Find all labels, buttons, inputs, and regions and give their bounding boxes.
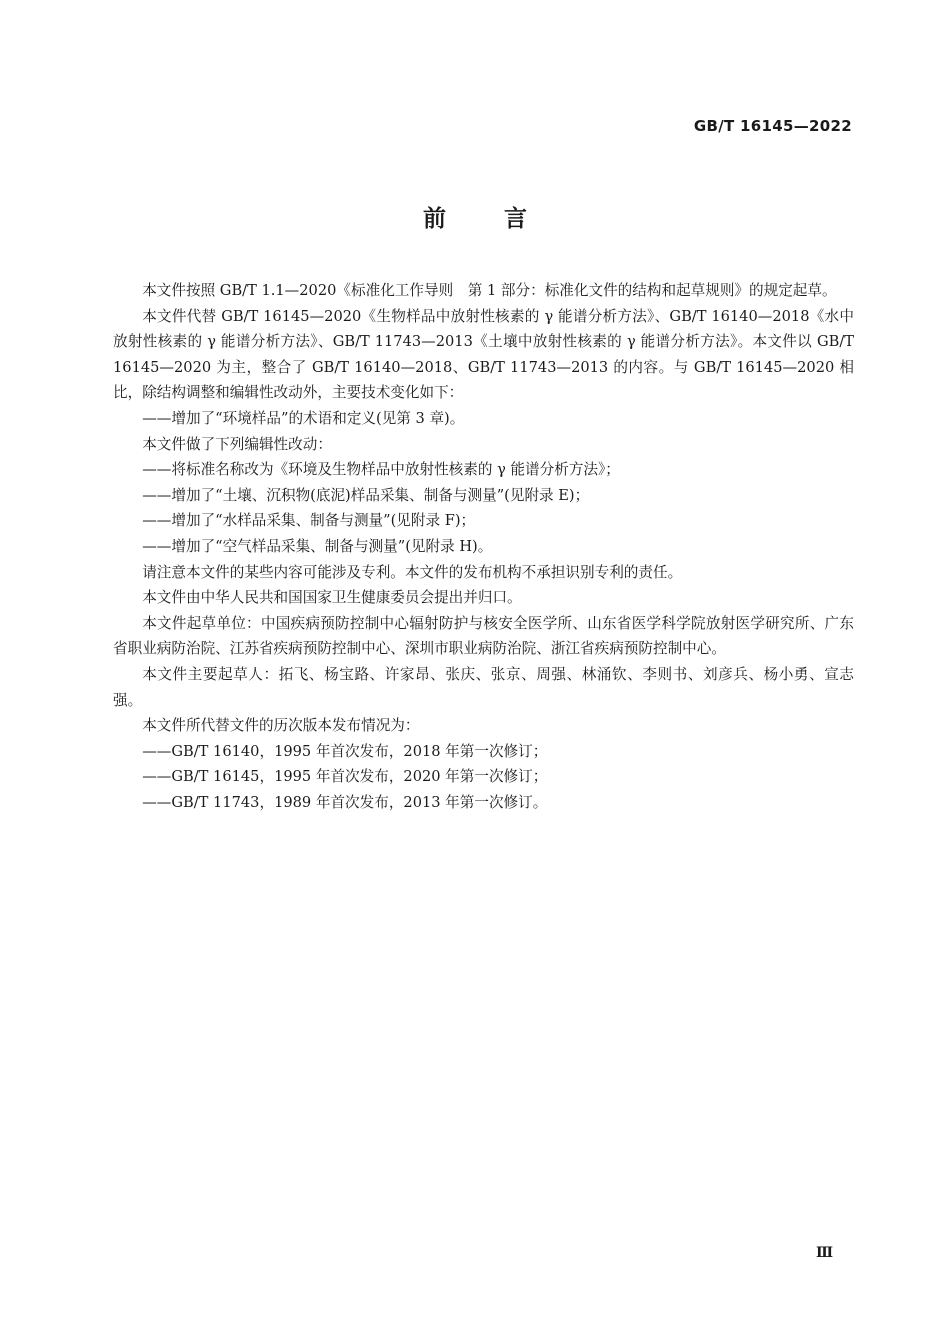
paragraph-history-intro: 本文件所代替文件的历次版本发布情况为：	[142, 717, 420, 735]
paragraph-drafting-units: 本文件起草单位：中国疾病预防控制中心辐射防护与核安全医学所、山东省医学科学院放射医学研究所、广东省职业病防治院、江苏省疾病预防控制中心、深圳市职业病防治院、浙江省疾病预防控制中心。	[113, 614, 854, 658]
list-item-history: ——GB/T 11743，1989 年首次发布，2013 年第一次修订。	[142, 793, 548, 811]
paragraph-patent-notice: 请注意本文件的某些内容可能涉及专利。本文件的发布机构不承担识别专利的责任。	[142, 563, 683, 581]
list-item-editorial: ——增加了“水样品采集、制备与测量”(见附录 F)；	[142, 512, 476, 530]
list-item-history: ——GB/T 16140，1995 年首次发布，2018 年第一次修订；	[142, 742, 548, 760]
list-item-tech-change: ——增加了“环境样品”的术语和定义(见第 3 章)。	[142, 409, 465, 427]
list-item-editorial: ——增加了“空气样品采集、制备与测量”(见附录 H)。	[142, 537, 493, 555]
paragraph-drafting-rules: 本文件按照 GB/T 1.1—2020《标准化工作导则 第 1 部分：标准化文件的结构和起草规则》的规定起草。	[142, 282, 837, 299]
standard-code: GB/T 16145—2022	[693, 117, 852, 135]
page-number: Ⅲ	[815, 1245, 833, 1261]
paragraph-drafters: 本文件主要起草人：拓飞、杨宝路、许家昂、张庆、张京、周强、林涌钦、李则书、刘彦兵、杨小勇、宣志强。	[113, 665, 854, 709]
list-item-editorial: ——将标准名称改为《环境及生物样品中放射性核素的 γ 能谱分析方法》；	[142, 461, 620, 479]
list-item-editorial: ——增加了“土壤、沉积物(底泥)样品采集、制备与测量”(见附录 E)；	[142, 486, 590, 504]
paragraph-proposer: 本文件由中华人民共和国国家卫生健康委员会提出并归口。	[142, 589, 522, 607]
list-item-history: ——GB/T 16145，1995 年首次发布，2020 年第一次修订；	[142, 768, 548, 786]
paragraph-replacement: 本文件代替 GB/T 16145—2020《生物样品中放射性核素的 γ 能谱分析方法》、GB/T 16140—2018《水中放射性核素的 γ 能谱分析方法》、GB/T 11743—2013《土壤中放射性核素的 γ 能谱分析方法》。本文件以 GB/T 16145—2020 为主，整合了 GB/T 16140—2018、GB/T 11743—2013 的内容。与 GB/T 16145—2020 相比，除结构调整和编辑性改动外，主要技术变化如下：	[113, 307, 854, 402]
paragraph-editorial-intro: 本文件做了下列编辑性改动：	[142, 435, 332, 453]
page-title: 前言	[423, 206, 585, 232]
foreword-body	[113, 278, 854, 815]
